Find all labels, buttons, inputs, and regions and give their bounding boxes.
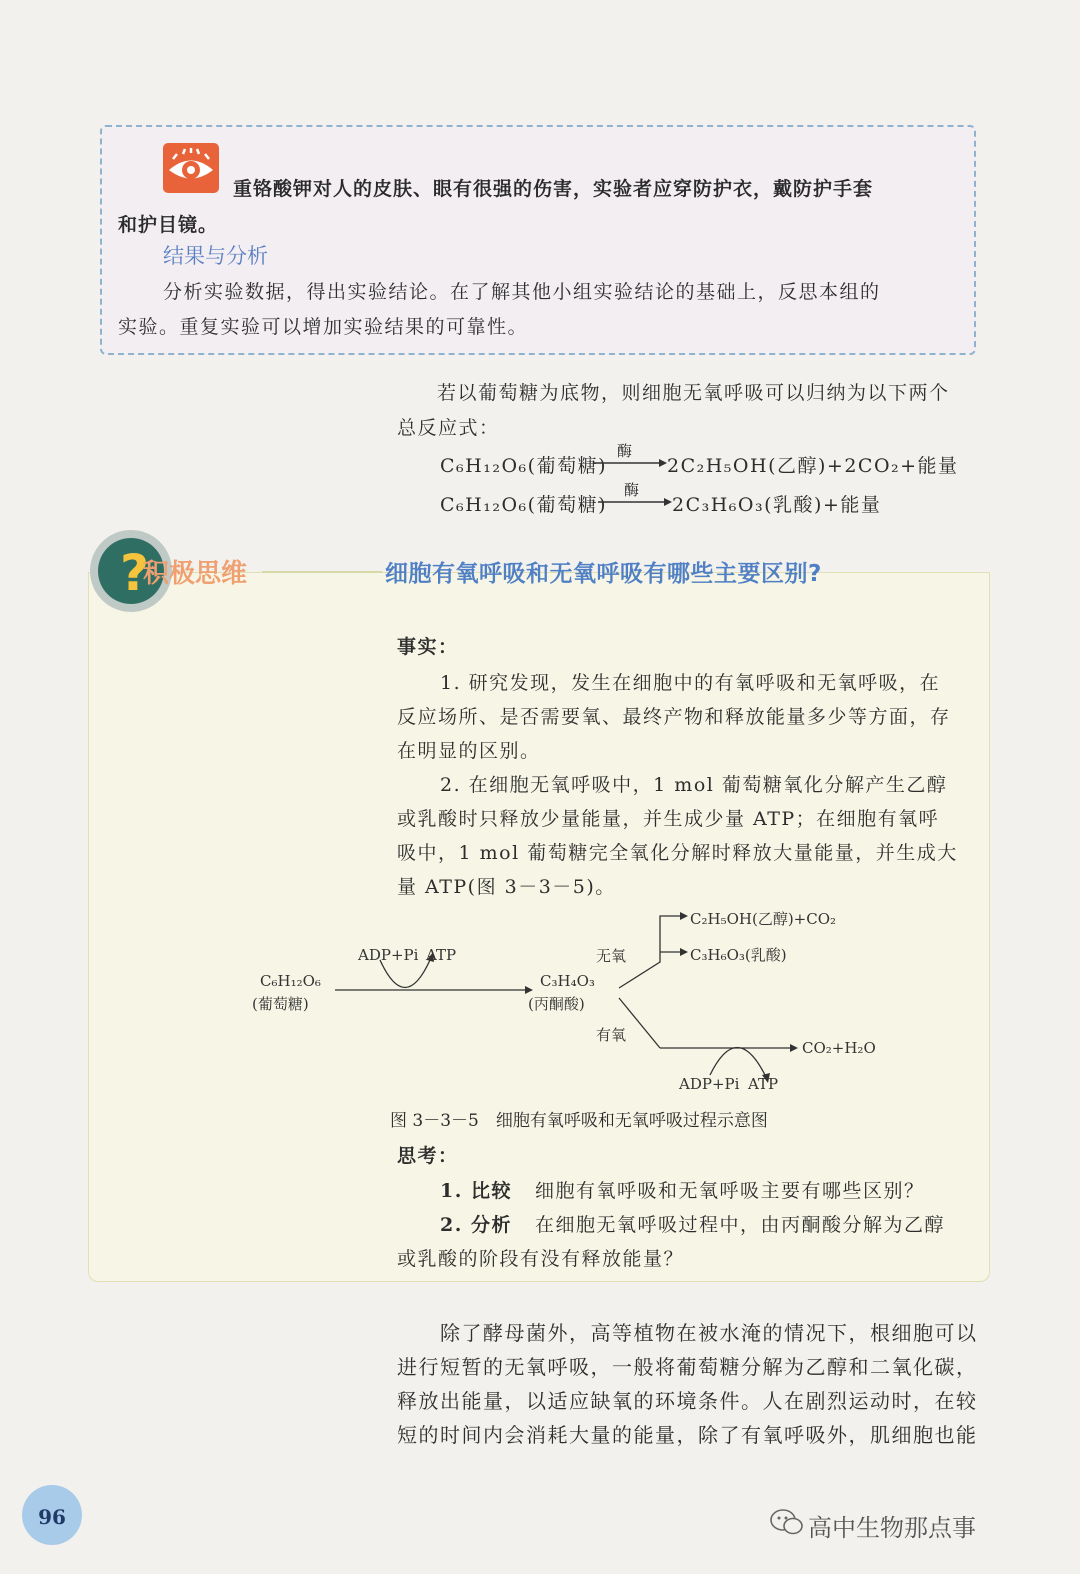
thinking-question: 细胞有氧呼吸和无氧呼吸有哪些主要区别? [385,561,822,587]
question2-label: 2. 分析 [440,1214,512,1236]
equation2-arrow [598,497,672,507]
paragraph-line: 进行短暂的无氧呼吸，一般将葡萄糖分解为乙醇和二氧化碳， [397,1355,978,1379]
facts-title: 事实： [397,636,459,658]
paragraph-line: 除了酵母菌外，高等植物在被水淹的情况下，根细胞可以 [440,1321,978,1345]
fact-line: 吸中，1 mol 葡萄糖完全氧化分解时释放大量能量，并生成大 [397,842,958,864]
figure-caption: 图 3－3－5 细胞有氧呼吸和无氧呼吸过程示意图 [390,1111,768,1131]
glucose-label: C₆H₁₂O₆ [260,972,321,990]
fact-line: 反应场所、是否需要氧、最终产物和释放能量多少等方面，存 [397,706,951,728]
glucose-name: (葡萄糖) [252,995,309,1013]
pyruvate-label: C₃H₄O₃ [540,972,595,990]
watermark: 高中生物那点事 [808,1514,976,1542]
adp-label: ADP+Pi [679,1075,740,1093]
equation1-left: C₆H₁₂O₆(葡萄糖) [440,455,607,477]
pyruvate-name: (丙酮酸) [528,995,585,1013]
paragraph-line: 释放出能量，以适应缺氧的环境条件。人在剧烈运动时，在较 [397,1389,978,1413]
question2-text: 在细胞无氧呼吸过程中，由丙酮酸分解为乙醇 [535,1214,946,1236]
aerobic-label: 有氧 [596,1026,627,1044]
page-number: 96 [38,1505,66,1529]
equation1-arrow [593,458,667,468]
fact-line: 在明显的区别。 [397,740,541,762]
analysis-text-line2: 实验。重复实验可以增加实验结果的可靠性。 [118,316,529,338]
question1-label: 1. 比较 [440,1180,512,1202]
aerobic-product: CO₂+H₂O [802,1039,876,1057]
equation2-left: C₆H₁₂O₆(葡萄糖) [440,494,607,516]
intro-line1: 若以葡萄糖为底物，则细胞无氧呼吸可以归纳为以下两个 [437,382,950,404]
equation2-right: 2C₃H₆O₃(乳酸)+能量 [672,494,882,516]
adp-label: ADP+Pi [358,946,419,964]
equation1-enzyme: 酶 [617,442,633,460]
thinking-label: 积极思维 [143,559,248,589]
think-title: 思考： [397,1145,459,1167]
fact-line: 或乳酸时只释放少量能量，并生成少量 ATP；在细胞有氧呼 [397,808,940,830]
question2-text-cont: 或乳酸的阶段有没有释放能量？ [397,1248,685,1270]
equation1-right: 2C₂H₅OH(乙醇)+2CO₂+能量 [667,455,959,477]
safety-text-line2: 和护目镜。 [118,214,219,236]
fact-line: 量 ATP(图 3－3－5)。 [397,876,616,898]
svg-text:?: ? [120,544,150,602]
divider-line [262,571,382,573]
lactic-product: C₃H₆O₃(乳酸) [690,946,787,964]
anaerobic-label: 无氧 [596,947,627,965]
equation2-enzyme: 酶 [624,481,640,499]
wechat-icon [770,1508,804,1536]
atp-label: ATP [426,946,457,964]
atp-label: ATP [748,1075,779,1093]
safety-text-line1: 重铬酸钾对人的皮肤、眼有很强的伤害，实验者应穿防护衣，戴防护手套 [233,178,874,200]
analysis-text-line1: 分析实验数据，得出实验结论。在了解其他小组实验结论的基础上，反思本组的 [163,281,881,303]
fact-line: 1. 研究发现，发生在细胞中的有氧呼吸和无氧呼吸，在 [440,672,941,694]
ethanol-product: C₂H₅OH(乙醇)+CO₂ [690,910,837,928]
fact-line: 2. 在细胞无氧呼吸中，1 mol 葡萄糖氧化分解产生乙醇 [440,774,948,796]
question1-text: 细胞有氧呼吸和无氧呼吸主要有哪些区别？ [535,1180,925,1202]
eye-warning-icon [163,143,219,193]
paragraph-line: 短的时间内会消耗大量的能量，除了有氧呼吸外，肌细胞也能 [397,1423,978,1447]
result-analysis-title: 结果与分析 [163,244,268,268]
intro-line2: 总反应式： [397,417,500,439]
